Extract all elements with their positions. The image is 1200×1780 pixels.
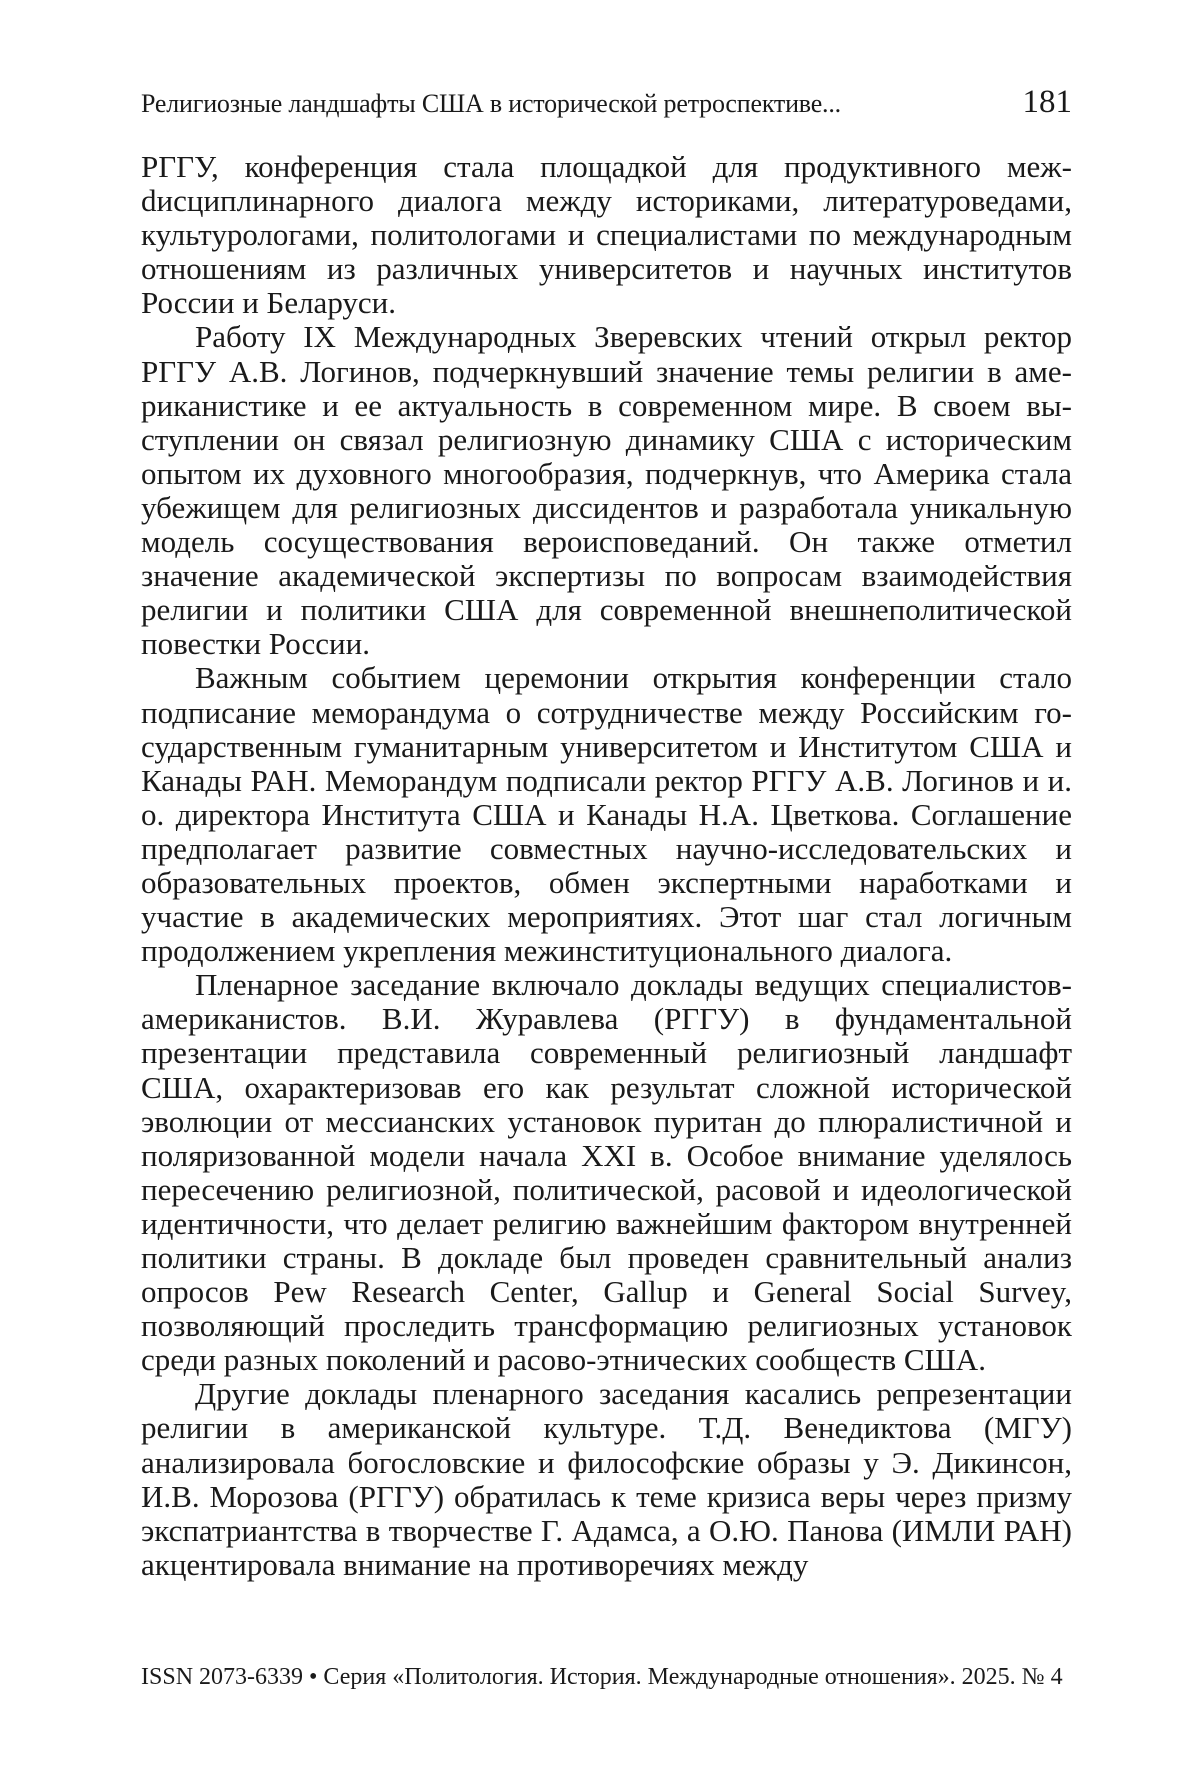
running-title: Религиозные ландшафты США в исторической ретроспективе... [141, 89, 841, 118]
page-number: 181 [1022, 84, 1072, 120]
journal-footer: ISSN 2073-6339 • Серия «Политология. История. Международные отношения». 2025. № 4 [141, 1664, 1063, 1690]
paragraph-plenary-session: Пленарное заседание включало доклады ведущих специалистов-американистов. В.И. Журавлева (РГГУ) в фундаментальной презентации представила современный религиозный ландшафт США, охарактеризовав его как результат сложной исторической эволюции от мессианских установок пуритан до плюралистичной и поляризованной модели начала XXI в. Особое внимание уделялось пересечению религиозной, политической, расовой и идеологической идентичности, что делает религию важнейшим фактором внутренней политики страны. В докладе был проведен сравнительный анализ опросов Pew Research Center, Gallup и General Social Survey, позволяющий проследить трансформацию религиозных установок среди разных поколений и расово-этнических сообществ США. [141, 967, 1072, 1378]
paragraph-other-reports: Другие доклады пленарного заседания касались репрезентации религии в американской культуре. Т.Д. Венедиктова (МГУ) анализировала богословские и философские образы у Э. Дикинсон, И.В. Морозова (РГГУ) обратилась к теме кризиса веры через призму экспатриантства в творчестве Г. Адамса, а О.Ю. Панова (ИМЛИ РАН) акцентировала внимание на противоречиях между [141, 1376, 1072, 1582]
running-header [141, 84, 1072, 134]
paragraph-opening-speech: Работу IX Международных Зверевских чтений открыл ректор РГГУ А.В. Логинов, подчеркнувший значение темы религии в американистике и ее актуальность в современном мире. В своем выступлении он связал религиозную динамику США с историческим опытом их духовного многообразия, подчеркнув, что Америка стала убежищем для религиозных диссидентов и разработала уникальную модель сосуществования вероисповеданий. Он также отметил значение академической экспертизы по вопросам взаимодействия религии и политики США для современной внешнеполитической повестки России. [141, 319, 1072, 662]
paragraph-continuation: РГГУ, конференция стала площадкой для продуктивного межdисциплинарного диалога между историками, литературоведами, культурологами, политологами и специалистами по международным отношениям из различных университетов и научных институтов России и Беларуси. [141, 149, 1072, 321]
paragraph-memorandum: Важным событием церемонии открытия конференции стало подписание меморандума о сотрудничестве между Российским государственным гуманитарным университетом и Институтом США и Канады РАН. Меморандум подписали ректор РГГУ А.В. Логинов и и. о. директора Института США и Канады Н.А. Цветкова. Соглашение предполагает развитие совместных научно-исследовательских и образовательных проектов, обмен экспертными наработками и участие в академических мероприятиях. Этот шаг стал логичным продолжением укрепления межинституционального диалога. [141, 660, 1072, 969]
article-body [141, 150, 1072, 1582]
